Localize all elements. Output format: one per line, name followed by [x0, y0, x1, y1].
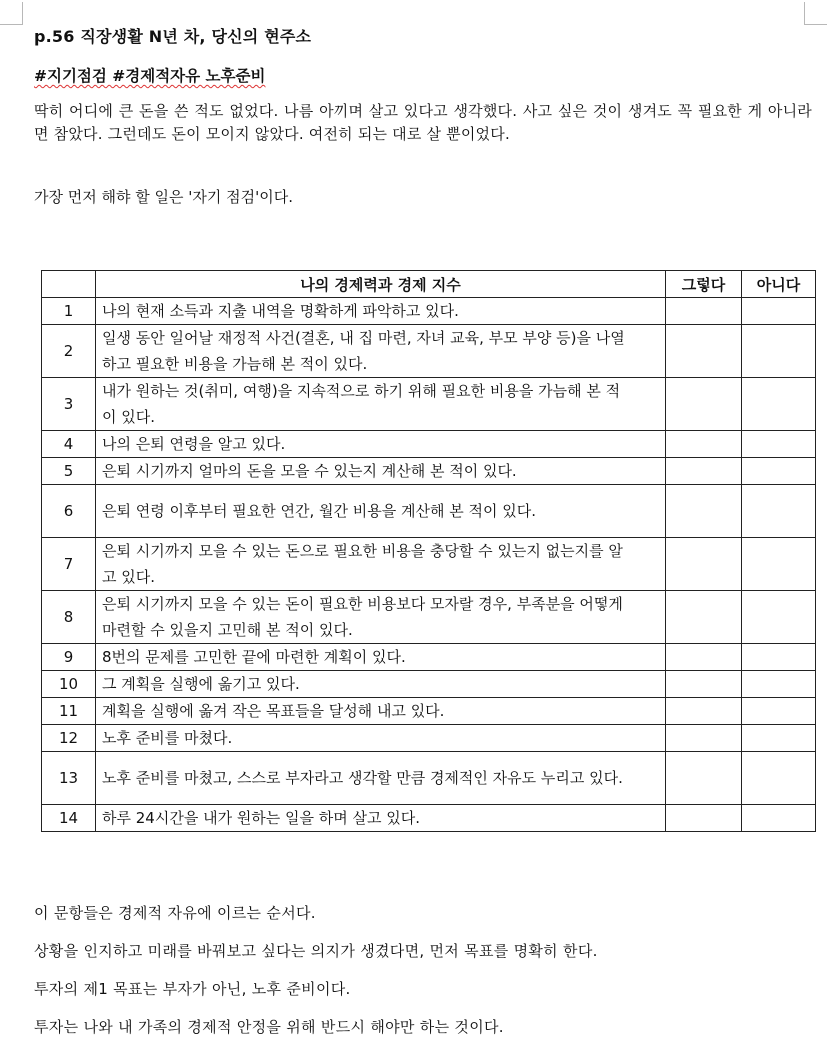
row-number: 13 — [42, 752, 96, 805]
row-statement: 은퇴 연령 이후부터 필요한 연간, 월간 비용을 계산해 본 적이 있다. — [96, 485, 666, 538]
closing-line-2: 상황을 인지하고 미래를 바꿔보고 싶다는 의지가 생겼다면, 먼저 목표를 명확히 한다. — [34, 942, 598, 960]
closing-line-3: 투자의 제1 목표는 부자가 아닌, 노후 준비이다. — [34, 980, 351, 998]
yes-cell[interactable] — [666, 538, 742, 591]
no-cell[interactable] — [742, 591, 816, 644]
row-number: 1 — [42, 298, 96, 325]
table-row — [42, 591, 816, 644]
row-statement: 내가 원하는 것(취미, 여행)을 지속적으로 하기 위해 필요한 비용을 가늠해 본 적이 있다. — [96, 378, 666, 431]
no-cell[interactable] — [742, 431, 816, 458]
hashtags-text: #지기점검 #경제적자유 노후준비 — [34, 67, 266, 85]
row-number: 4 — [42, 431, 96, 458]
no-cell[interactable] — [742, 298, 816, 325]
table-row — [42, 485, 816, 538]
closing-line-4: 투자는 나와 내 가족의 경제적 안정을 위해 반드시 해야만 하는 것이다. — [34, 1018, 504, 1036]
table-row — [42, 698, 816, 725]
no-cell[interactable] — [742, 644, 816, 671]
table-row — [42, 644, 816, 671]
table-row — [42, 752, 816, 805]
row-statement: 나의 은퇴 연령을 알고 있다. — [96, 431, 666, 458]
row-statement: 그 계획을 실행에 옮기고 있다. — [96, 671, 666, 698]
row-number: 3 — [42, 378, 96, 431]
yes-cell[interactable] — [666, 458, 742, 485]
row-statement: 나의 현재 소득과 지출 내역을 명확하게 파악하고 있다. — [96, 298, 666, 325]
no-cell[interactable] — [742, 485, 816, 538]
yes-cell[interactable] — [666, 485, 742, 538]
yes-cell[interactable] — [666, 298, 742, 325]
yes-cell[interactable] — [666, 671, 742, 698]
yes-cell[interactable] — [666, 378, 742, 431]
no-cell[interactable] — [742, 725, 816, 752]
no-cell[interactable] — [742, 671, 816, 698]
page-corner-mark-left — [0, 2, 23, 25]
hashtags — [34, 64, 265, 86]
yes-cell[interactable] — [666, 698, 742, 725]
economic-index-table — [41, 270, 816, 832]
yes-cell[interactable] — [666, 644, 742, 671]
row-number: 7 — [42, 538, 96, 591]
no-cell[interactable] — [742, 752, 816, 805]
yes-cell[interactable] — [666, 591, 742, 644]
row-number: 10 — [42, 671, 96, 698]
header-number — [42, 271, 96, 298]
no-cell[interactable] — [742, 325, 816, 378]
table-row — [42, 458, 816, 485]
intro-paragraph: 딱히 어디에 큰 돈을 쓴 적도 없었다. 나름 아끼며 살고 있다고 생각했다. 사고 싶은 것이 생겨도 꼭 필요한 게 아니라면 참았다. 그런데도 돈이 모이지 않았다. 여전히 되는 대로 살 뿐이었다. — [34, 102, 812, 143]
header-title: 나의 경제력과 경제 지수 — [96, 271, 666, 298]
row-statement: 노후 준비를 마쳤고, 스스로 부자라고 생각할 만큼 경제적인 자유도 누리고 있다. — [96, 752, 666, 805]
row-number: 6 — [42, 485, 96, 538]
page-corner-mark-right — [804, 2, 827, 25]
row-number: 9 — [42, 644, 96, 671]
row-statement: 하루 24시간을 내가 원하는 일을 하며 살고 있다. — [96, 805, 666, 832]
closing-line-1: 이 문항들은 경제적 자유에 이르는 순서다. — [34, 904, 316, 922]
table-row — [42, 725, 816, 752]
yes-cell[interactable] — [666, 805, 742, 832]
table-header-row — [42, 271, 816, 298]
row-number: 12 — [42, 725, 96, 752]
no-cell[interactable] — [742, 378, 816, 431]
table-row — [42, 805, 816, 832]
row-number: 14 — [42, 805, 96, 832]
row-number: 11 — [42, 698, 96, 725]
row-number: 5 — [42, 458, 96, 485]
no-cell[interactable] — [742, 805, 816, 832]
first-task-sentence: 가장 먼저 해햐 할 일은 '자기 점검'이다. — [34, 188, 293, 206]
table-row — [42, 671, 816, 698]
header-no: 아니다 — [742, 271, 816, 298]
row-statement: 노후 준비를 마쳤다. — [96, 725, 666, 752]
row-statement: 계획을 실행에 옮겨 작은 목표들을 달성해 내고 있다. — [96, 698, 666, 725]
row-statement: 은퇴 시기까지 얼마의 돈을 모을 수 있는지 계산해 본 적이 있다. — [96, 458, 666, 485]
table-row — [42, 431, 816, 458]
row-number: 2 — [42, 325, 96, 378]
no-cell[interactable] — [742, 538, 816, 591]
row-statement: 8번의 문제를 고민한 끝에 마련한 계획이 있다. — [96, 644, 666, 671]
yes-cell[interactable] — [666, 752, 742, 805]
table-row — [42, 378, 816, 431]
table-row — [42, 298, 816, 325]
page-heading: p.56 직장생활 N년 차, 당신의 현주소 — [34, 27, 312, 46]
yes-cell[interactable] — [666, 431, 742, 458]
no-cell[interactable] — [742, 698, 816, 725]
row-statement: 은퇴 시기까지 모을 수 있는 돈이 필요한 비용보다 모자랄 경우, 부족분을 어떻게 마련할 수 있을지 고민해 본 적이 있다. — [96, 591, 666, 644]
row-number: 8 — [42, 591, 96, 644]
row-statement: 은퇴 시기까지 모을 수 있는 돈으로 필요한 비용을 충당할 수 있는지 없는지를 알고 있다. — [96, 538, 666, 591]
header-yes: 그렇다 — [666, 271, 742, 298]
yes-cell[interactable] — [666, 325, 742, 378]
table-row — [42, 325, 816, 378]
yes-cell[interactable] — [666, 725, 742, 752]
table-row — [42, 538, 816, 591]
no-cell[interactable] — [742, 458, 816, 485]
row-statement: 일생 동안 일어날 재정적 사건(결혼, 내 집 마련, 자녀 교육, 부모 부양 등)을 나열하고 필요한 비용을 가늠해 본 적이 있다. — [96, 325, 666, 378]
